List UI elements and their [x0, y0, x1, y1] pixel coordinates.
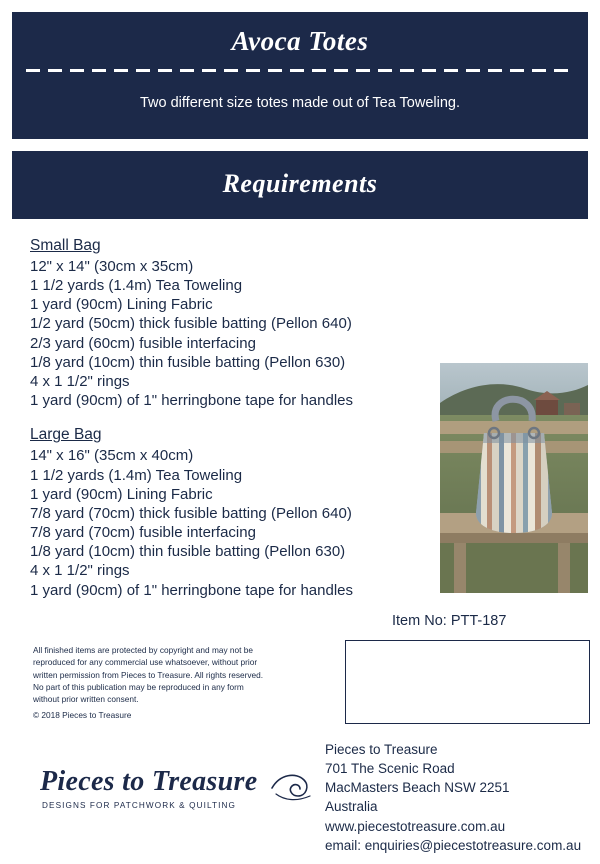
copyright-line: No part of this publication may be reproduced in any form — [33, 681, 244, 692]
header-block — [12, 12, 588, 139]
list-item: 7/8 yard (70cm) fusible interfacing — [30, 524, 256, 542]
copyright-notice — [33, 644, 318, 722]
flourish-icon — [270, 770, 316, 809]
large-bag-heading: Large Bag — [30, 426, 102, 444]
page-subtitle: Two different size totes made out of Tea Toweling. — [140, 95, 460, 111]
list-item: 1 yard (90cm) of 1" herringbone tape for handles — [30, 581, 354, 599]
item-number: Item No: PTT-187 — [392, 613, 507, 629]
small-bag-heading: Small Bag — [30, 236, 101, 254]
email-link[interactable]: email: enquiries@piecestotreasure.com.au — [325, 837, 582, 853]
company-logo — [40, 768, 310, 810]
address-line: Australia — [325, 799, 378, 815]
list-item: 4 x 1 1/2" rings — [30, 372, 130, 390]
address-line: Pieces to Treasure — [325, 742, 438, 757]
copyright-year: © 2018 Pieces to Treasure — [33, 710, 132, 721]
requirements-banner: Requirements — [12, 151, 588, 219]
list-item: 7/8 yard (70cm) thick fusible batting (Pellon 640) — [30, 504, 352, 522]
product-photo — [440, 363, 588, 593]
copyright-line: written permission from Pieces to Treasure. All rights reserved. — [33, 669, 264, 680]
logo-name: Pieces to Treasure — [40, 766, 258, 797]
list-item: 1 yard (90cm) Lining Fabric — [30, 485, 213, 503]
page-title: Avoca Totes — [231, 26, 369, 56]
copyright-line: without prior written consent. — [33, 694, 139, 705]
list-item: 1 yard (90cm) Lining Fabric — [30, 296, 213, 314]
header-gap — [12, 139, 588, 151]
list-item: 1 1/2 yards (1.4m) Tea Toweling — [30, 466, 243, 484]
list-item: 1 yard (90cm) of 1" herringbone tape for handles — [30, 392, 354, 410]
list-item: 1/8 yard (10cm) thin fusible batting (Pellon 630) — [30, 543, 346, 561]
address-line: MacMasters Beach NSW 2251 — [325, 780, 510, 796]
list-item: 1/2 yard (50cm) thick fusible batting (Pellon 640) — [30, 315, 352, 333]
list-item: 1 1/2 yards (1.4m) Tea Toweling — [30, 277, 243, 295]
website-link[interactable]: www.piecestotreasure.com.au — [325, 818, 506, 834]
list-item: 2/3 yard (60cm) fusible interfacing — [30, 334, 256, 352]
copyright-line: All finished items are protected by copyright and may not be — [33, 645, 253, 655]
copyright-line: reproduced for any commercial use whatsoever, without prior — [33, 657, 258, 668]
address-line: 701 The Scenic Road — [325, 761, 455, 777]
logo-tagline: DESIGNS FOR PATCHWORK & QUILTING — [42, 801, 236, 810]
list-item: 4 x 1 1/2" rings — [30, 562, 130, 580]
list-item: 14" x 16" (35cm x 40cm) — [30, 447, 194, 465]
list-item: 12" x 14" (30cm x 35cm) — [30, 257, 194, 275]
blank-label-box — [345, 640, 590, 724]
list-item: 1/8 yard (10cm) thin fusible batting (Pellon 630) — [30, 353, 346, 371]
company-address — [325, 740, 581, 855]
